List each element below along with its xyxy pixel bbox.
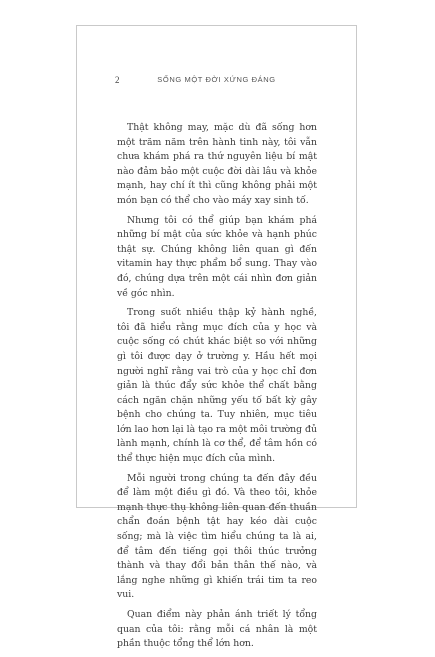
paragraph: Trong suốt nhiều thập kỷ hành nghề, tôi đã hiểu rằng mục đích của y học và cuộc sống có chút khác biệt so với những gì tôi được dạy ở trường y. Hầu hết mọi người nghĩ rằng vai trò của y học chỉ đơn giản là thúc đẩy sức khỏe thể chất bằng cách ngăn chặn những yếu tố bất kỳ gây bệnh cho chúng ta. Tuy nhiên, mục tiêu lớn lao hơn lại là tạo ra một môi trường đủ lành mạnh, chính là cơ thể, để tâm hồn có thể thực hiện mục đích của mình. — [117, 307, 317, 465]
paragraph: Nhưng tôi có thể giúp bạn khám phá những bí mật của sức khỏe và hạnh phúc thật sự. Chúng không liên quan gì đến vitamin hay thực phẩm bổ sung. Thay vào đó, chúng dựa trên một cái nhìn đơn giản về góc nhìn. — [117, 214, 317, 299]
paragraph: Quan điểm này phản ánh triết lý tổng quan của tôi: rằng mỗi cá nhân là một phần thuộc tổng thể lớn hơn. — [117, 609, 317, 650]
paragraph: Thật không may, mặc dù đã sống hơn một trăm năm trên hành tinh này, tôi vẫn chưa khám phá ra thứ nguyên liệu bí mật nào đảm bảo một cuộc đời dài lâu và khỏe mạnh, hay chí ít thì cũng không phải một món bạn có thể cho vào máy xay sinh tố. — [117, 122, 317, 206]
page-number: 2 — [115, 75, 120, 85]
book-page — [76, 25, 357, 650]
paragraph: Mỗi người trong chúng ta đến đây đều để làm một điều gì đó. Và theo tôi, khỏe mạnh thực thụ không liên quan đến thuần chẩn đoán bệnh tật hay kéo dài cuộc sống; mà là việc tìm hiểu chúng ta là ai, để tâm đến tiếng gọi thôi thúc trưởng thành và thay đổi bản thân thế nào, và lắng nghe những gì khiến trái tim ta reo vui. — [117, 472, 317, 601]
running-title: SỐNG MỘT ĐỜI XỨNG ĐÁNG — [157, 75, 276, 84]
body-text — [117, 121, 317, 657]
running-head — [77, 75, 356, 89]
